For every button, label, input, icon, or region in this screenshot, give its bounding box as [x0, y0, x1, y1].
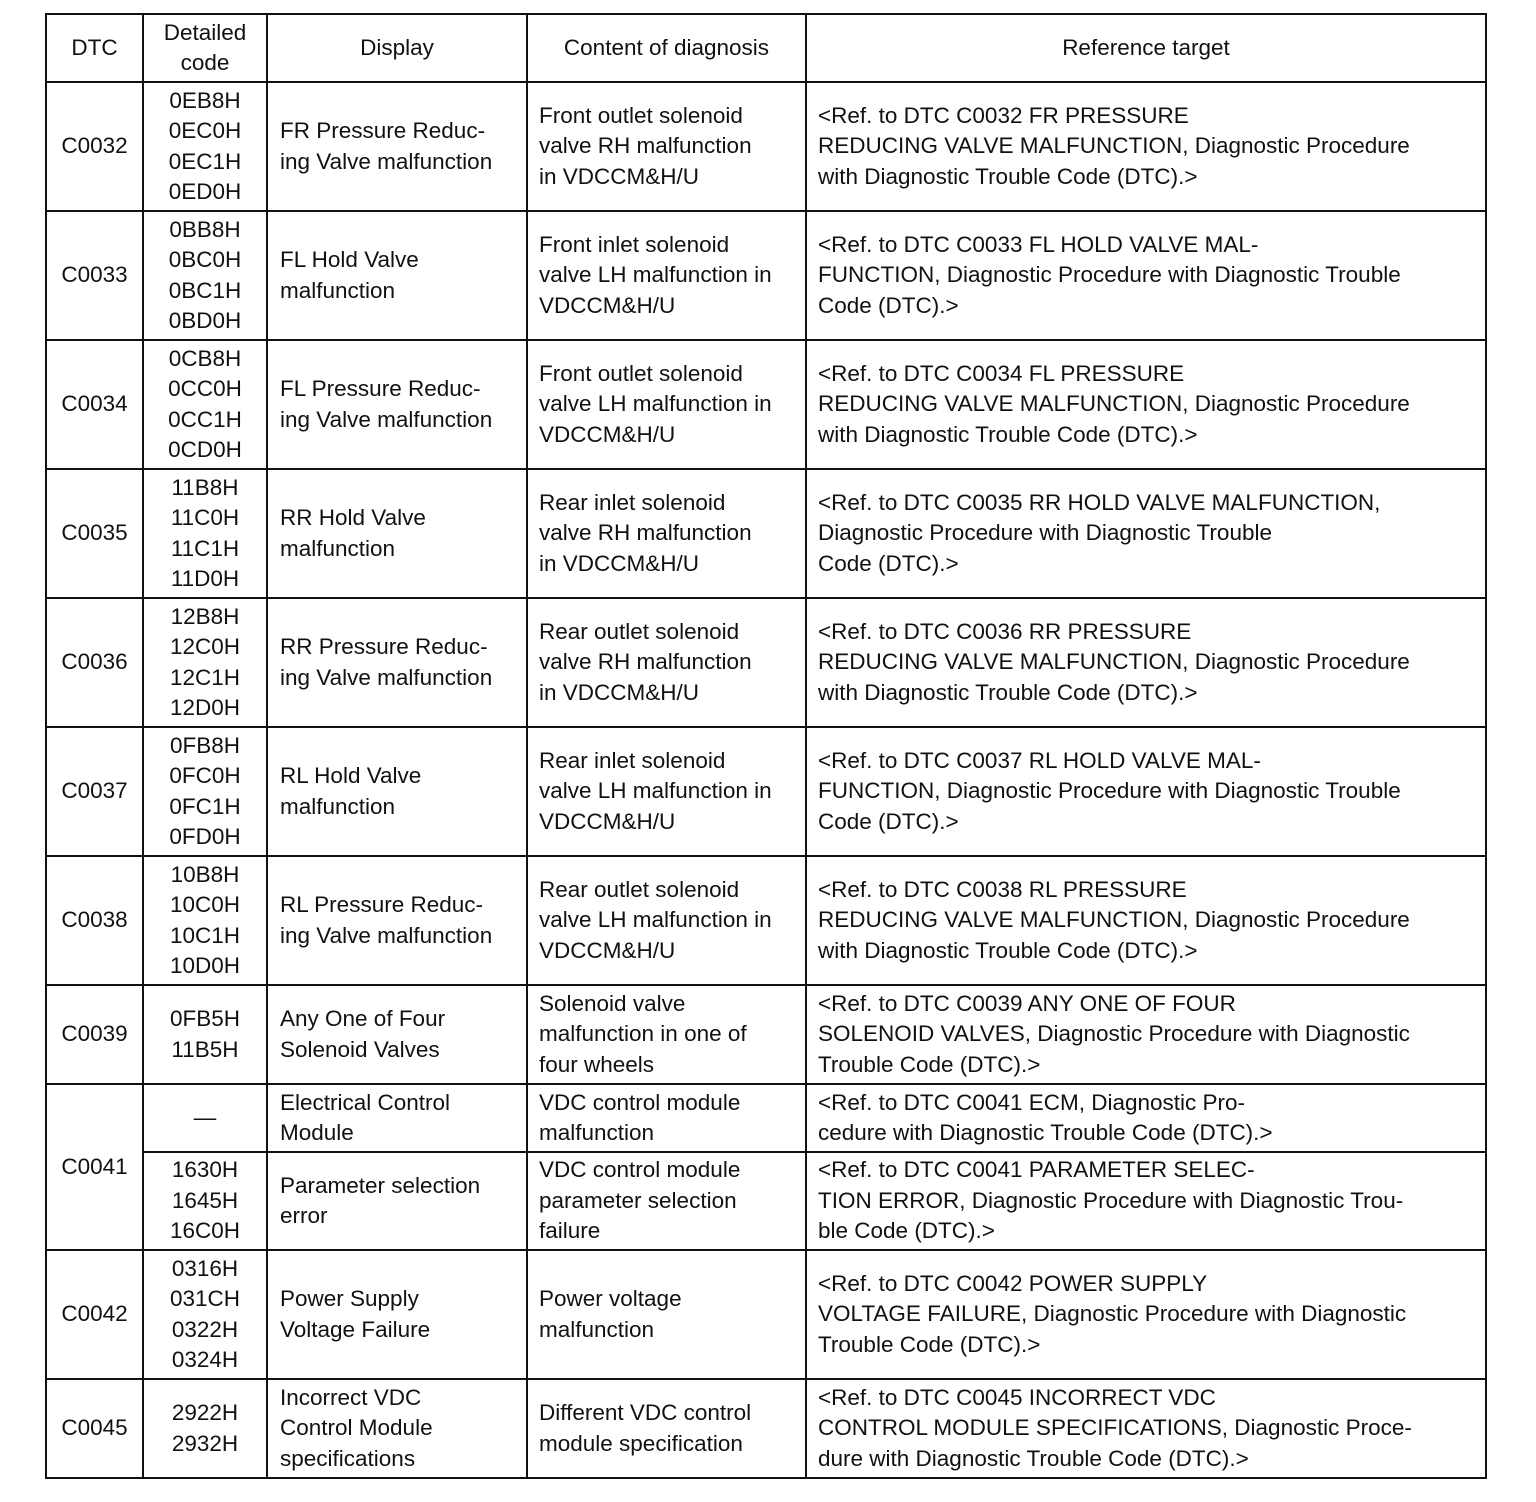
- reference-target-cell: [806, 211, 1486, 340]
- cell-line: 0CC1H: [168, 406, 242, 432]
- cell-line: Trouble Code (DTC).>: [818, 1051, 1041, 1077]
- table-row: [46, 856, 1486, 985]
- dtc-cell: C0045: [46, 1379, 143, 1478]
- table-body: [46, 82, 1486, 1478]
- reference-target-cell: [806, 82, 1486, 211]
- cell-line: Solenoid valve: [539, 990, 686, 1016]
- cell-line: Code (DTC).>: [818, 808, 959, 834]
- cell-line: malfunction: [280, 277, 396, 303]
- cell-line: 12B8H: [170, 603, 240, 629]
- cell-line: ing Valve malfunction: [280, 148, 493, 174]
- cell-line: 10D0H: [169, 953, 241, 978]
- content-of-diagnosis-cell: [527, 82, 806, 211]
- cell-line: 0BB8H: [169, 216, 241, 242]
- cell-line: VDC control module: [539, 1089, 741, 1115]
- cell-line: ble Code (DTC).>: [818, 1218, 995, 1244]
- display-cell: [267, 340, 527, 469]
- display-cell: [267, 1152, 527, 1250]
- cell-line: valve RH malfunction: [539, 133, 752, 159]
- detailed-code-cell: [143, 340, 267, 469]
- cell-line: Front inlet solenoid: [539, 231, 730, 257]
- cell-line: ing Valve malfunction: [280, 406, 493, 432]
- cell-line: 0316H: [171, 1255, 239, 1281]
- cell-line: error: [280, 1203, 328, 1228]
- content-of-diagnosis-cell: [527, 598, 806, 727]
- cell-line: 2932H: [171, 1430, 239, 1456]
- cell-line: 0CB8H: [168, 345, 242, 371]
- cell-line: 0324H: [171, 1347, 239, 1372]
- cell-line: valve LH malfunction in: [539, 262, 772, 288]
- cell-line: Different VDC control: [539, 1400, 752, 1425]
- reference-target-cell: [806, 985, 1486, 1084]
- reference-target-cell: [806, 727, 1486, 856]
- cell-line: 0ED0H: [168, 179, 242, 204]
- cell-line: Trouble Code (DTC).>: [818, 1331, 1041, 1357]
- cell-line: 2922H: [171, 1400, 239, 1425]
- dtc-cell: C0032: [46, 82, 143, 211]
- detailed-code-cell: [143, 856, 267, 985]
- cell-line: Rear outlet solenoid: [539, 876, 740, 902]
- detailed-code-cell: [143, 469, 267, 598]
- cell-line: <Ref. to DTC C0041 PARAMETER SELEC-: [818, 1157, 1255, 1183]
- cell-line: VDCCM&H/U: [539, 937, 676, 963]
- reference-target-cell: [806, 340, 1486, 469]
- display-cell: [267, 1379, 527, 1478]
- dtc-cell: C0042: [46, 1250, 143, 1379]
- cell-line: valve LH malfunction in: [539, 778, 772, 804]
- cell-line: FR Pressure Reduc-: [280, 118, 486, 143]
- dtc-cell: C0037: [46, 727, 143, 856]
- table-row: [46, 598, 1486, 727]
- cell-line: <Ref. to DTC C0045 INCORRECT VDC: [818, 1384, 1216, 1410]
- cell-line: Front outlet solenoid: [539, 102, 743, 128]
- cell-line: VDCCM&H/U: [539, 292, 676, 318]
- cell-line: <Ref. to DTC C0035 RR HOLD VALVE MALFUNCTION,: [818, 489, 1381, 515]
- detailed-code-cell: [143, 82, 267, 211]
- header-dtc: DTC: [46, 14, 143, 82]
- cell-line: Rear inlet solenoid: [539, 489, 726, 515]
- cell-line: REDUCING VALVE MALFUNCTION, Diagnostic Procedure: [818, 133, 1410, 159]
- cell-line: 11C1H: [170, 535, 240, 561]
- reference-target-cell: [806, 598, 1486, 727]
- cell-line: <Ref. to DTC C0037 RL HOLD VALVE MAL-: [818, 747, 1261, 773]
- cell-line: 0FC1H: [169, 793, 241, 819]
- cell-line: Electrical Control: [280, 1089, 451, 1115]
- table-row: [46, 340, 1486, 469]
- detailed-code-cell: [143, 1250, 267, 1379]
- cell-line: REDUCING VALVE MALFUNCTION, Diagnostic Procedure: [818, 391, 1410, 417]
- table-row: [46, 211, 1486, 340]
- cell-line: cedure with Diagnostic Trouble Code (DTC).>: [818, 1120, 1273, 1145]
- table-row: [46, 1084, 1486, 1152]
- cell-line: RL Hold Valve: [280, 763, 422, 788]
- content-of-diagnosis-cell: [527, 211, 806, 340]
- cell-line: —: [193, 1104, 217, 1130]
- dtc-cell: C0039: [46, 985, 143, 1084]
- cell-line: with Diagnostic Trouble Code (DTC).>: [818, 679, 1198, 705]
- cell-line: 031CH: [169, 1286, 241, 1311]
- cell-line: 0BC0H: [168, 247, 242, 272]
- display-cell: [267, 1084, 527, 1152]
- cell-line: malfunction: [280, 793, 396, 819]
- cell-line: 12C0H: [169, 634, 241, 659]
- detailed-code-cell: [143, 727, 267, 856]
- header-display: Display: [267, 14, 527, 82]
- cell-line: SOLENOID VALVES, Diagnostic Procedure with Diagnostic: [818, 1021, 1410, 1047]
- cell-line: <Ref. to DTC C0036 RR PRESSURE: [818, 618, 1192, 644]
- cell-line: module specification: [539, 1430, 743, 1456]
- display-cell: [267, 598, 527, 727]
- header-reference-target: Reference target: [806, 14, 1486, 82]
- cell-line: specifications: [280, 1445, 416, 1471]
- cell-line: ing Valve malfunction: [280, 664, 493, 690]
- cell-line: malfunction: [280, 535, 396, 561]
- cell-line: FUNCTION, Diagnostic Procedure with Diagnostic Trouble: [818, 262, 1401, 288]
- cell-line: VDCCM&H/U: [539, 808, 676, 834]
- table-row: [46, 1379, 1486, 1478]
- cell-line: Front outlet solenoid: [539, 360, 743, 386]
- detailed-code-cell: [143, 598, 267, 727]
- cell-line: FL Pressure Reduc-: [280, 376, 481, 401]
- cell-line: four wheels: [539, 1051, 655, 1077]
- cell-line: in VDCCM&H/U: [539, 163, 700, 189]
- content-of-diagnosis-cell: [527, 340, 806, 469]
- display-cell: [267, 727, 527, 856]
- header-row: [46, 14, 1486, 82]
- detailed-code-cell: [143, 211, 267, 340]
- cell-line: 12D0H: [169, 695, 241, 720]
- cell-line: Power Supply: [280, 1286, 419, 1311]
- cell-line: 0FB8H: [169, 732, 241, 758]
- display-cell: [267, 1250, 527, 1379]
- cell-line: 10C0H: [169, 892, 241, 917]
- reference-target-cell: [806, 1250, 1486, 1379]
- table-row: [46, 985, 1486, 1084]
- cell-line: 1630H: [171, 1157, 239, 1183]
- cell-line: FUNCTION, Diagnostic Procedure with Diagnostic Trouble: [818, 778, 1401, 804]
- cell-line: <Ref. to DTC C0038 RL PRESSURE: [818, 876, 1187, 902]
- display-cell: [267, 985, 527, 1084]
- content-of-diagnosis-cell: [527, 985, 806, 1084]
- cell-line: 16C0H: [169, 1218, 241, 1244]
- table-row: [46, 1250, 1486, 1379]
- table-row: [46, 727, 1486, 856]
- cell-line: valve RH malfunction: [539, 520, 752, 546]
- cell-line: 0BD0H: [168, 308, 242, 333]
- cell-line: RR Pressure Reduc-: [280, 634, 488, 659]
- cell-line: 0EC1H: [168, 148, 242, 174]
- content-of-diagnosis-cell: [527, 469, 806, 598]
- cell-line: in VDCCM&H/U: [539, 679, 700, 705]
- cell-line: FL Hold Valve: [280, 247, 419, 272]
- content-of-diagnosis-cell: [527, 1152, 806, 1250]
- reference-target-cell: [806, 1084, 1486, 1152]
- cell-line: ing Valve malfunction: [280, 922, 493, 948]
- cell-line: CONTROL MODULE SPECIFICATIONS, Diagnostic Proce-: [818, 1415, 1412, 1441]
- content-of-diagnosis-cell: [527, 1250, 806, 1379]
- dtc-cell: C0036: [46, 598, 143, 727]
- dtc-table: [45, 13, 1487, 1479]
- cell-line: 11B8H: [171, 474, 239, 500]
- display-cell: [267, 469, 527, 598]
- cell-line: Solenoid Valves: [280, 1036, 440, 1062]
- cell-line: 0EC0H: [168, 118, 242, 143]
- detailed-code-cell: [143, 985, 267, 1084]
- cell-line: 1645H: [171, 1187, 239, 1213]
- cell-line: Parameter selection: [280, 1172, 481, 1198]
- cell-line: valve LH malfunction in: [539, 907, 772, 933]
- cell-line: Voltage Failure: [280, 1316, 431, 1342]
- detailed-code-cell: [143, 1084, 267, 1152]
- cell-line: with Diagnostic Trouble Code (DTC).>: [818, 163, 1198, 189]
- detailed-code-cell: [143, 1152, 267, 1250]
- cell-line: failure: [539, 1218, 601, 1244]
- cell-line: <Ref. to DTC C0042 POWER SUPPLY: [818, 1270, 1208, 1296]
- cell-line: Diagnostic Procedure with Diagnostic Trouble: [818, 520, 1272, 546]
- cell-line: 10B8H: [170, 861, 240, 887]
- display-cell: [267, 82, 527, 211]
- cell-line: <Ref. to DTC C0034 FL PRESSURE: [818, 360, 1185, 386]
- cell-line: malfunction: [539, 1120, 655, 1145]
- cell-line: dure with Diagnostic Trouble Code (DTC).>: [818, 1445, 1249, 1471]
- header-content-of-diagnosis: Content of diagnosis: [527, 14, 806, 82]
- dtc-cell: C0038: [46, 856, 143, 985]
- cell-line: in VDCCM&H/U: [539, 550, 700, 576]
- header-detailed-code: Detailed code: [143, 14, 267, 82]
- cell-line: <Ref. to DTC C0033 FL HOLD VALVE MAL-: [818, 231, 1259, 257]
- cell-line: 0BC1H: [168, 277, 242, 303]
- cell-line: valve RH malfunction: [539, 649, 752, 675]
- cell-line: 0FB5H: [169, 1006, 241, 1031]
- cell-line: VDCCM&H/U: [539, 421, 676, 447]
- cell-line: TION ERROR, Diagnostic Procedure with Diagnostic Trou-: [818, 1187, 1404, 1213]
- cell-line: parameter selection: [539, 1187, 737, 1213]
- dtc-cell: C0035: [46, 469, 143, 598]
- cell-line: 0EB8H: [169, 87, 241, 113]
- cell-line: <Ref. to DTC C0041 ECM, Diagnostic Pro-: [818, 1089, 1246, 1115]
- cell-line: Rear inlet solenoid: [539, 747, 726, 773]
- content-of-diagnosis-cell: [527, 1379, 806, 1478]
- table-row: [46, 82, 1486, 211]
- cell-line: Module: [280, 1120, 354, 1145]
- cell-line: 0FD0H: [169, 824, 241, 849]
- cell-line: Code (DTC).>: [818, 292, 959, 318]
- cell-line: REDUCING VALVE MALFUNCTION, Diagnostic Procedure: [818, 649, 1410, 675]
- cell-line: Any One of Four: [280, 1006, 446, 1031]
- table-header: [46, 14, 1486, 82]
- cell-line: Control Module: [280, 1415, 433, 1441]
- cell-line: REDUCING VALVE MALFUNCTION, Diagnostic Procedure: [818, 907, 1410, 933]
- dtc-cell: C0041: [46, 1084, 143, 1250]
- content-of-diagnosis-cell: [527, 856, 806, 985]
- cell-line: 11C0H: [170, 505, 240, 530]
- cell-line: RL Pressure Reduc-: [280, 892, 483, 917]
- cell-line: VOLTAGE FAILURE, Diagnostic Procedure with Diagnostic: [818, 1301, 1407, 1327]
- cell-line: RR Hold Valve: [280, 505, 426, 530]
- cell-line: malfunction in one of: [539, 1021, 747, 1047]
- cell-line: 12C1H: [169, 664, 241, 690]
- cell-line: <Ref. to DTC C0032 FR PRESSURE: [818, 102, 1189, 128]
- cell-line: VDC control module: [539, 1157, 741, 1183]
- table-row: [46, 469, 1486, 598]
- cell-line: 11B5H: [171, 1036, 239, 1062]
- cell-line: malfunction: [539, 1316, 655, 1342]
- content-of-diagnosis-cell: [527, 1084, 806, 1152]
- cell-line: <Ref. to DTC C0039 ANY ONE OF FOUR: [818, 990, 1236, 1016]
- cell-line: 11D0H: [170, 566, 240, 591]
- cell-line: 10C1H: [169, 922, 241, 948]
- reference-target-cell: [806, 856, 1486, 985]
- table-row: [46, 1152, 1486, 1250]
- content-of-diagnosis-cell: [527, 727, 806, 856]
- cell-line: 0322H: [171, 1316, 239, 1342]
- dtc-cell: C0033: [46, 211, 143, 340]
- display-cell: [267, 856, 527, 985]
- cell-line: Code (DTC).>: [818, 550, 959, 576]
- reference-target-cell: [806, 1152, 1486, 1250]
- cell-line: with Diagnostic Trouble Code (DTC).>: [818, 421, 1198, 447]
- cell-line: with Diagnostic Trouble Code (DTC).>: [818, 937, 1198, 963]
- cell-line: 0FC0H: [169, 763, 241, 788]
- cell-line: valve LH malfunction in: [539, 391, 772, 417]
- cell-line: 0CC0H: [168, 376, 242, 401]
- display-cell: [267, 211, 527, 340]
- detailed-code-cell: [143, 1379, 267, 1478]
- reference-target-cell: [806, 469, 1486, 598]
- cell-line: Power voltage: [539, 1286, 682, 1311]
- reference-target-cell: [806, 1379, 1486, 1478]
- cell-line: Rear outlet solenoid: [539, 618, 740, 644]
- dtc-cell: C0034: [46, 340, 143, 469]
- cell-line: Incorrect VDC: [280, 1384, 422, 1410]
- cell-line: 0CD0H: [168, 437, 242, 462]
